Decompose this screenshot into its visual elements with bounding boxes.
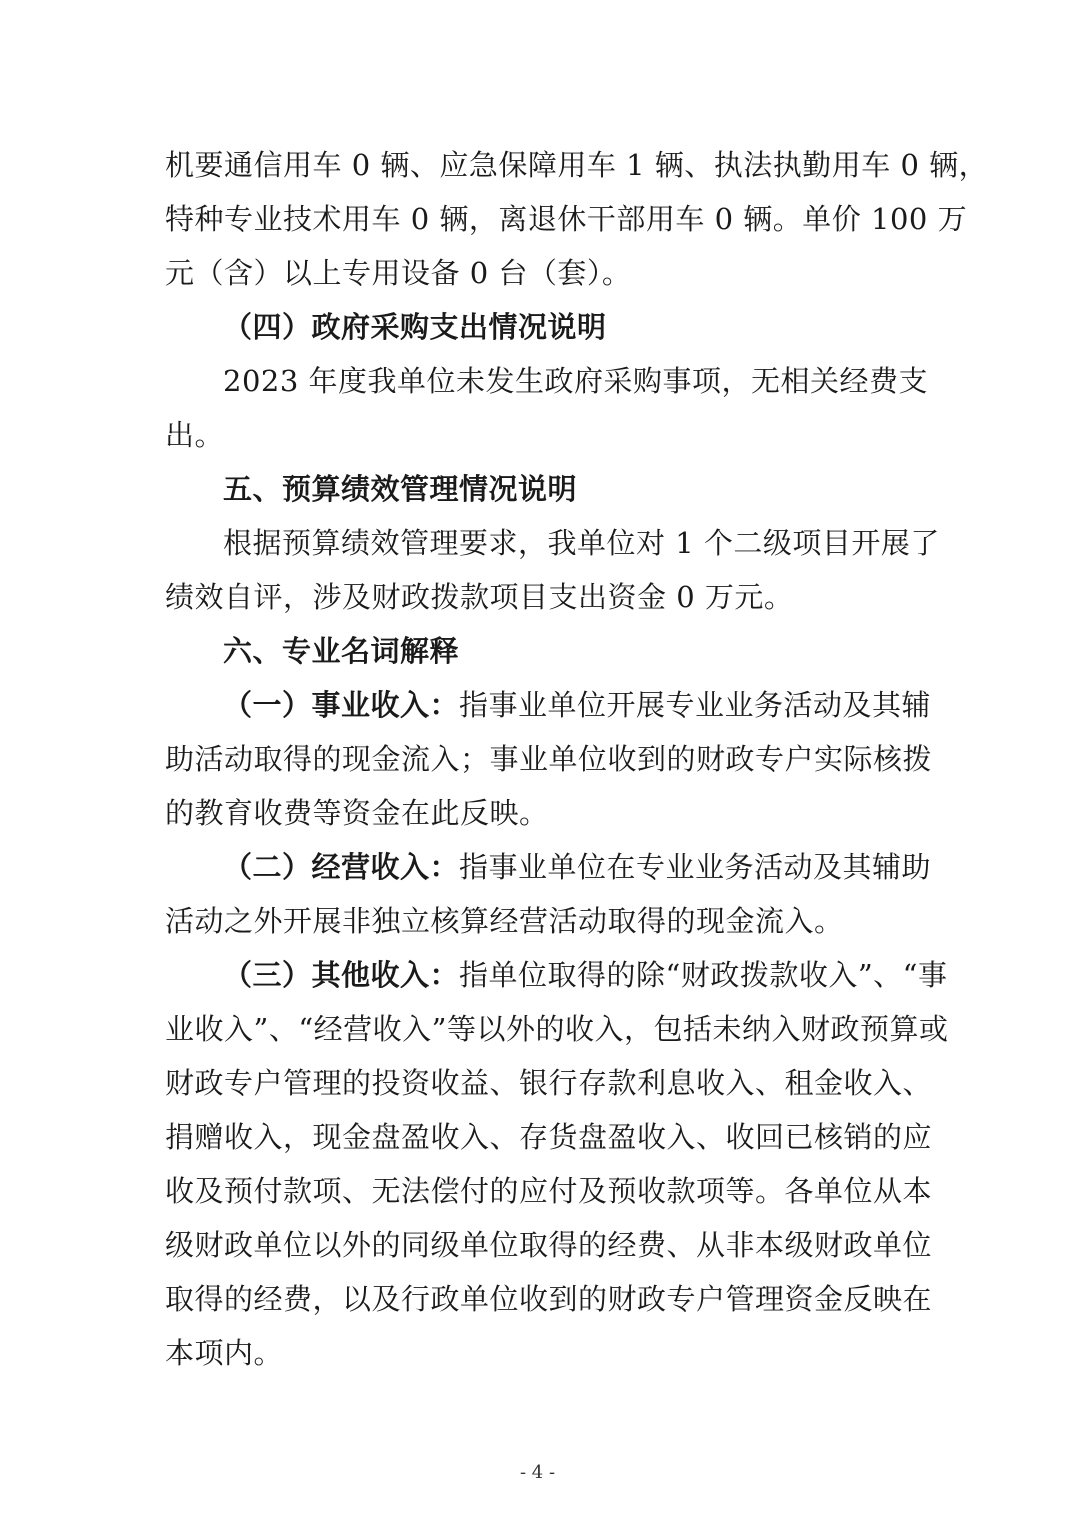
term-label: （一）事业收入： (223, 688, 460, 722)
definition-line (165, 840, 932, 894)
term-label: （三）其他收入： (223, 958, 460, 992)
paragraph-line: 级财政单位以外的同级单位取得的经费、从非本级财政单位 (165, 1228, 933, 1262)
body-text (165, 138, 989, 1380)
paragraph-line: 出。 (165, 418, 225, 452)
section-subheading: （四）政府采购支出情况说明 (223, 310, 607, 344)
term-label: （二）经营收入： (223, 850, 460, 884)
paragraph-line: 助活动取得的现金流入；事业单位收到的财政专户实际核拨 (165, 742, 933, 776)
paragraph-line: 元（含）以上专用设备 0 台（套）。 (165, 256, 632, 290)
paragraph-line: 本项内。 (165, 1336, 284, 1370)
section-heading: 六、专业名词解释 (223, 634, 460, 668)
section-heading: 五、预算绩效管理情况说明 (223, 472, 578, 506)
definition-line (165, 948, 948, 1002)
page-number: - 4 - (519, 1462, 556, 1483)
paragraph-line: 活动之外开展非独立核算经营活动取得的现金流入。 (165, 904, 844, 938)
paragraph-line: 业收入”、“经营收入”等以外的收入，包括未纳入财政预算或 (165, 1012, 949, 1046)
paragraph-line: 绩效自评，涉及财政拨款项目支出资金 0 万元。 (165, 580, 794, 614)
definition-text: 指单位取得的除“财政拨款收入”、“事 (459, 958, 948, 992)
paragraph-line: 特种专业技术用车 0 辆，离退休干部用车 0 辆。单价 100 万 (165, 202, 968, 236)
paragraph-line: 财政专户管理的投资收益、银行存款利息收入、租金收入、 (165, 1066, 933, 1100)
definition-text: 指事业单位在专业业务活动及其辅助 (459, 850, 932, 884)
paragraph-line: 取得的经费，以及行政单位收到的财政专户管理资金反映在 (165, 1282, 933, 1316)
definition-line (165, 678, 932, 732)
paragraph-line: 根据预算绩效管理要求，我单位对 1 个二级项目开展了 (223, 526, 940, 560)
paragraph-line: 收及预付款项、无法偿付的应付及预收款项等。各单位从本 (165, 1174, 933, 1208)
paragraph-line: 机要通信用车 0 辆、应急保障用车 1 辆、执法执勤用车 0 辆， (165, 148, 989, 182)
definition-text: 指事业单位开展专业业务活动及其辅 (459, 688, 932, 722)
paragraph-line: 捐赠收入，现金盘盈收入、存货盘盈收入、收回已核销的应 (165, 1120, 933, 1154)
paragraph-line: 的教育收费等资金在此反映。 (165, 796, 549, 830)
paragraph-line: 2023 年度我单位未发生政府采购事项，无相关经费支 (223, 364, 929, 398)
